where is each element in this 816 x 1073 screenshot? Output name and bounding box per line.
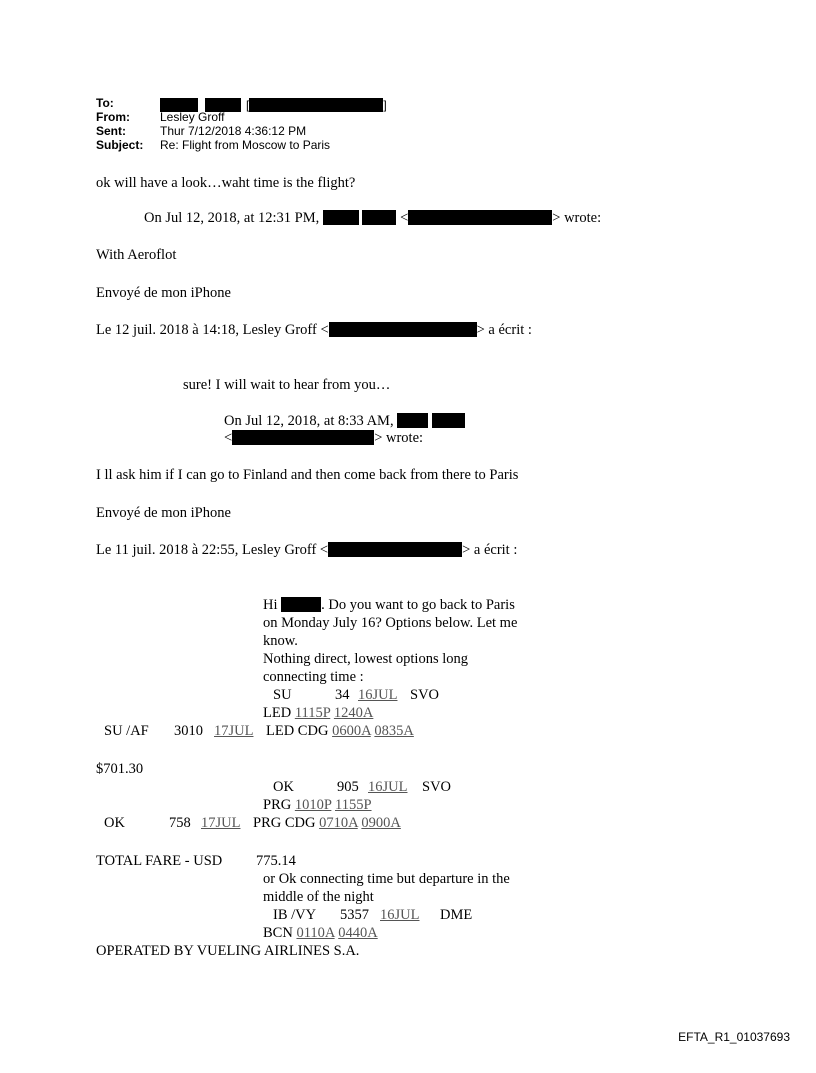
flight-date-link[interactable]: 16JUL [368, 779, 408, 795]
document-id: EFTA_R1_01037693 [678, 1030, 790, 1044]
redaction [249, 98, 383, 112]
body-line: Hi . Do you want to go back to Paris [263, 597, 515, 613]
flight-number: 5357 [340, 907, 369, 923]
body-line: Envoyé de mon iPhone [96, 285, 231, 301]
operated-by: OPERATED BY VUELING AIRLINES S.A. [96, 943, 360, 959]
flight-airport: SVO [410, 687, 440, 703]
flight-number: 3010 [174, 723, 203, 739]
price: $701.30 [96, 761, 144, 777]
redaction [362, 210, 396, 225]
from-label: From: [96, 110, 130, 124]
body-line: know. [263, 633, 298, 649]
to-redactions: [ ] [160, 96, 387, 114]
flight-number: 34 [335, 687, 350, 703]
quote-header: On Jul 12, 2018, at 12:31 PM, < > wrote: [144, 210, 602, 226]
flight-number: 905 [337, 779, 359, 795]
quote-header: On Jul 12, 2018, at 8:33 AM, [224, 413, 465, 430]
flight-number: 758 [169, 815, 191, 831]
flight-airline: IB /VY [273, 907, 317, 923]
flight-route: LED CDG 0600A 0835A [266, 723, 414, 739]
sent-value: Thur 7/12/2018 4:36:12 PM [160, 124, 307, 138]
redaction [397, 413, 428, 428]
redaction [281, 597, 321, 612]
flight-airline: SU [273, 687, 292, 703]
body-line: With Aeroflot [96, 247, 177, 263]
quote-header: Le 12 juil. 2018 à 14:18, Lesley Groff < > a écrit : [96, 322, 532, 338]
time-link[interactable]: 1240A [333, 705, 374, 721]
redaction [323, 210, 359, 225]
time-link[interactable]: 1155P [335, 797, 372, 813]
body-line: or Ok connecting time but departure in the [263, 871, 510, 887]
redaction [432, 413, 465, 428]
redaction [329, 322, 477, 337]
flight-date-link[interactable]: 16JUL [380, 907, 420, 923]
time-link[interactable]: 1115P [294, 705, 331, 721]
flight-route: PRG CDG 0710A 0900A [253, 815, 401, 831]
sent-label: Sent: [96, 124, 126, 138]
redaction [328, 542, 462, 557]
to-label: To: [96, 96, 114, 110]
time-link[interactable]: 0835A [374, 723, 414, 739]
flight-times: BCN 0110A 0440A [263, 925, 378, 941]
total-fare-label: TOTAL FARE - USD [96, 853, 223, 869]
flight-airport: DME [440, 907, 473, 923]
flight-date-link[interactable]: 17JUL [201, 815, 241, 831]
quote-header: < > wrote: [224, 430, 424, 446]
from-value: Lesley Groff [160, 110, 225, 124]
flight-airline: OK [104, 815, 125, 831]
time-link[interactable]: 1010P [294, 797, 332, 813]
redaction [408, 210, 552, 225]
subject-value: Re: Flight from Moscow to Paris [160, 138, 331, 152]
subject-label: Subject: [96, 138, 144, 152]
flight-date-link[interactable]: 16JUL [358, 687, 398, 703]
body-line: sure! I will wait to hear from you… [183, 377, 391, 393]
flight-date-link[interactable]: 17JUL [214, 723, 254, 739]
time-link[interactable]: 0440A [338, 925, 378, 941]
total-fare-value: 775.14 [256, 853, 296, 869]
flight-airline: OK [273, 779, 294, 795]
body-line: Nothing direct, lowest options long [263, 651, 468, 667]
time-link[interactable]: 0110A [296, 925, 335, 941]
body-line: Envoyé de mon iPhone [96, 505, 231, 521]
time-link[interactable]: 0710A [319, 815, 358, 831]
body-line: on Monday July 16? Options below. Let me [263, 615, 518, 631]
flight-times: PRG 1010P 1155P [263, 797, 372, 813]
body-line: connecting time : [263, 669, 364, 685]
body-line: middle of the night [263, 889, 374, 905]
redaction [232, 430, 374, 445]
flight-airport: SVO [422, 779, 452, 795]
body-line: I ll ask him if I can go to Finland and then come back from there to Paris [96, 467, 519, 483]
body-line: ok will have a look…waht time is the flight? [96, 175, 356, 191]
flight-times: LED 1115P 1240A [263, 705, 374, 721]
quote-header: Le 11 juil. 2018 à 22:55, Lesley Groff < > a écrit : [96, 542, 518, 558]
time-link[interactable]: 0900A [361, 815, 401, 831]
flight-airline: SU /AF [104, 723, 149, 739]
time-link[interactable]: 0600A [332, 723, 371, 739]
